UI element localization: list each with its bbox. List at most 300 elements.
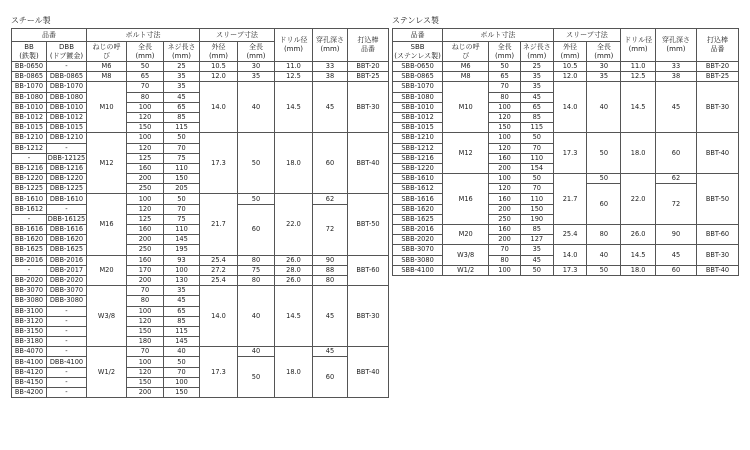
bb-code: BB-1070	[12, 82, 47, 92]
dbb-code: DBB-1610	[47, 194, 87, 204]
thread-length: 150	[520, 204, 553, 214]
s-hdr-sbb-sub: (ステンレス製)	[394, 51, 441, 60]
thread-length: 110	[520, 194, 553, 204]
bb-code: BB-2016	[12, 255, 47, 265]
dbb-code: DBB-16125	[47, 214, 86, 223]
dbb-code: -	[47, 316, 87, 326]
thread-length: 65	[164, 306, 200, 316]
thread-length: 115	[164, 123, 200, 133]
s-hdr-drill-unit: (mm)	[628, 45, 648, 53]
dbb-code: DBB-1220	[47, 174, 87, 184]
s-hdr-depth-unit: (mm)	[666, 45, 686, 53]
thread-length: 100	[164, 265, 200, 275]
dbb-code: DBB-2017	[47, 265, 87, 275]
thread-length: 45	[164, 92, 200, 102]
table-row	[12, 255, 389, 265]
table-row	[12, 82, 389, 92]
hdr-dbb	[47, 42, 87, 62]
dbb-code: DBB-1012	[47, 112, 87, 122]
thread-length: 50	[164, 133, 200, 143]
thread-length: 40	[164, 347, 200, 357]
hdr-nejinagasa-label: ネジ長さ	[167, 42, 196, 51]
sbb-code: SBB-1216	[393, 153, 443, 163]
bolt-length: 100	[127, 357, 164, 367]
drill-diameter: 26.0	[621, 225, 656, 245]
table-row	[12, 347, 389, 357]
bolt-length: 150	[489, 123, 521, 133]
bb-code: BB-3120	[12, 316, 47, 326]
bb-code: -	[12, 214, 47, 224]
hdr-neji-label: ねじの呼	[92, 42, 121, 51]
thread-length: 50	[164, 194, 200, 204]
sbb-code: SBB-0650	[393, 62, 443, 72]
thread-length: 45	[164, 296, 200, 306]
bb-code: BB-1616	[12, 225, 47, 235]
tool-code: BBT-30	[348, 286, 389, 347]
sleeve-diameter: 12.0	[200, 72, 238, 82]
stainless-block	[392, 16, 739, 276]
s-hdr-zencho-label: 全長	[497, 42, 512, 51]
dbb-code: DBB-1010	[47, 102, 87, 112]
drill-diameter: 26.0	[275, 255, 313, 265]
drill-depth: 45	[656, 82, 697, 133]
bb-code: BB-1010	[12, 102, 47, 112]
tool-code: BBT-40	[348, 133, 389, 194]
drill-depth: 38	[313, 72, 348, 82]
thread-length: 190	[520, 214, 553, 224]
bb-code: BB-1625	[12, 245, 47, 255]
bolt-length: 200	[489, 204, 521, 214]
drill-diameter: 26.0	[275, 275, 313, 285]
dbb-code: DBB-3070	[47, 286, 87, 296]
hdr-bolt: ボルト寸法	[87, 29, 200, 42]
dbb-code: -	[47, 306, 87, 316]
sbb-code: SBB-3070	[393, 245, 443, 255]
sleeve-diameter: 10.5	[553, 62, 587, 72]
drill-depth: 38	[656, 72, 697, 82]
bolt-length: 200	[489, 163, 521, 173]
sbb-code: SBB-0865	[393, 72, 443, 82]
table-row	[12, 265, 389, 275]
bb-code: BB-1225	[12, 184, 47, 194]
thread-length: 195	[164, 245, 200, 255]
sbb-code: SBB-2020	[393, 235, 443, 245]
bolt-length: 80	[489, 255, 521, 265]
bolt-length: 160	[489, 194, 521, 204]
thread-length: 85	[164, 316, 200, 326]
drill-diameter: 18.0	[275, 347, 313, 398]
sbb-code: SBB-3080	[393, 255, 443, 265]
s-hdr-depth-label: 穿孔深さ	[661, 36, 690, 44]
thread-size: M12	[443, 133, 489, 174]
drill-depth: 60	[656, 265, 697, 275]
bolt-length: 180	[127, 337, 164, 347]
drill-depth: 33	[656, 62, 697, 72]
s-hdr-sleeve: スリーブ寸法	[553, 29, 621, 42]
hdr-dbb-sub: (ドブ鍍金)	[49, 51, 84, 60]
stainless-title: ステンレス製	[392, 16, 439, 25]
steel-table	[11, 28, 389, 398]
tool-code: BBT-30	[696, 82, 738, 133]
bolt-length: 200	[127, 275, 164, 285]
bb-code: BB-2020	[12, 275, 47, 285]
sbb-code: SBB-1070	[393, 82, 443, 92]
hdr-tool-label2: 品番	[361, 45, 375, 53]
thread-length: 50	[520, 174, 553, 184]
thread-size: W3/8	[443, 245, 489, 265]
tool-code: BBT-25	[696, 72, 738, 82]
dbb-code: -	[47, 388, 87, 398]
bolt-length: 120	[489, 112, 521, 122]
bb-code: -	[12, 153, 47, 163]
bolt-length: 125	[127, 214, 164, 224]
thread-length: 35	[164, 286, 200, 296]
tool-code: BBT-20	[696, 62, 738, 72]
sbb-code: SBB-4100	[393, 265, 443, 275]
sbb-code: SBB-1012	[393, 112, 443, 122]
thread-size: M6	[443, 62, 489, 72]
thread-length: 127	[520, 235, 553, 245]
drill-diameter: 14.5	[275, 286, 313, 347]
thread-length: 50	[520, 265, 553, 275]
sleeve-length: 80	[238, 255, 275, 265]
bb-code: -	[12, 265, 47, 275]
hdr-neji-sub: び	[103, 51, 110, 60]
bb-code: BB-1012	[12, 112, 47, 122]
bb-code: BB-3180	[12, 337, 47, 347]
thread-size: M16	[443, 174, 489, 225]
dbb-code: DBB-2016	[47, 255, 87, 265]
sleeve-length: 50	[587, 174, 621, 184]
table-row	[393, 72, 739, 82]
bolt-length: 80	[127, 92, 164, 102]
bolt-length: 160	[127, 225, 164, 235]
hdr-zencho-label: 全長	[138, 42, 152, 51]
table-row	[393, 133, 739, 143]
drill-depth: 45	[313, 82, 348, 133]
hdr-drill	[275, 29, 313, 62]
sleeve-length: 75	[238, 265, 275, 275]
drill-diameter: 11.0	[621, 62, 656, 72]
thread-length: 70	[520, 143, 553, 153]
bb-code: BB-0865	[12, 72, 47, 82]
sbb-code: SBB-1010	[393, 102, 443, 112]
sbb-code: SBB-2016	[393, 225, 443, 235]
bb-code: BB-3070	[12, 286, 47, 296]
tool-code: BBT-30	[696, 245, 738, 265]
thread-length: 110	[164, 225, 200, 235]
bolt-length: 200	[127, 388, 164, 398]
bolt-length: 100	[489, 265, 521, 275]
drill-diameter: 14.5	[621, 82, 656, 133]
drill-diameter: 18.0	[275, 133, 313, 194]
hdr-bb-sub: (鉄製)	[19, 51, 39, 60]
thread-length: 70	[164, 204, 200, 214]
sleeve-length: 50	[238, 133, 275, 194]
bolt-length: 150	[127, 326, 164, 336]
bolt-length: 120	[127, 143, 164, 153]
thread-length: 145	[164, 337, 200, 347]
thread-length: 145	[164, 235, 200, 245]
drill-depth: 45	[313, 347, 348, 357]
sbb-code: SBB-1210	[393, 133, 443, 143]
dbb-code: -	[47, 337, 87, 347]
dbb-code: DBB-1015	[47, 123, 87, 133]
hdr-drill-label: ドリル径	[279, 36, 308, 44]
bb-code: BB-4200	[12, 388, 47, 398]
dbb-code: DBB-2020	[47, 275, 87, 285]
bb-code: BB-3080	[12, 296, 47, 306]
sbb-code: SBB-1620	[393, 204, 443, 214]
stainless-table	[392, 28, 739, 276]
s-hdr-nejinagasa-label: ネジ長さ	[522, 42, 551, 51]
thread-length: 45	[520, 255, 553, 265]
table-row	[393, 82, 739, 92]
drill-diameter: 14.5	[275, 82, 313, 133]
stainless-body	[393, 62, 739, 276]
dbb-code: -	[47, 377, 87, 387]
thread-length: 110	[520, 153, 553, 163]
hdr-zencho	[127, 42, 164, 62]
sleeve-length: 50	[587, 133, 621, 174]
drill-depth: 60	[656, 133, 697, 174]
table-row	[393, 265, 739, 275]
steel-header	[12, 29, 389, 62]
drill-depth: 45	[656, 245, 697, 265]
bb-code: BB-0650	[12, 62, 47, 72]
thread-length: 150	[164, 174, 200, 184]
drill-diameter: 12.5	[621, 72, 656, 82]
tool-code: BBT-40	[696, 265, 738, 275]
drill-diameter: 11.0	[275, 62, 313, 72]
bolt-length: 65	[127, 72, 164, 82]
bb-code: BB-1610	[12, 194, 47, 204]
tool-code: BBT-25	[348, 72, 389, 82]
thread-length: 115	[164, 326, 200, 336]
s-hdr-zencho	[489, 42, 521, 62]
sleeve-diameter: 25.4	[200, 275, 238, 285]
bolt-length: 70	[127, 347, 164, 357]
bb-code: BB-1216	[12, 163, 47, 173]
thread-size: W1/2	[87, 347, 127, 398]
hdr-gaikei	[200, 42, 238, 62]
drill-depth: 72	[313, 204, 348, 255]
hdr-bb-label: BB	[24, 42, 34, 51]
drill-diameter: 22.0	[275, 194, 313, 255]
bolt-length: 120	[127, 316, 164, 326]
hdr-zencho-unit: (mm)	[135, 51, 155, 60]
table-row	[12, 72, 389, 82]
s-hdr-neji	[443, 42, 489, 62]
bolt-length: 100	[489, 174, 521, 184]
drill-diameter: 18.0	[621, 265, 656, 275]
thread-length: 45	[520, 92, 553, 102]
thread-size: M20	[87, 255, 127, 286]
hdr-s-zencho-unit: (mm)	[246, 51, 266, 60]
bolt-length: 65	[489, 72, 521, 82]
drill-depth: 88	[313, 265, 348, 275]
tool-code: BBT-60	[348, 255, 389, 286]
bolt-length: 160	[489, 153, 521, 163]
sleeve-length: 50	[587, 265, 621, 275]
bolt-length: 100	[489, 102, 521, 112]
table-row	[12, 286, 389, 296]
dbb-code: DBB-1070	[47, 82, 87, 92]
thread-length: 25	[164, 62, 200, 72]
bolt-length: 70	[489, 82, 521, 92]
s-hdr-bolt: ボルト寸法	[443, 29, 554, 42]
sleeve-diameter: 17.3	[200, 347, 238, 398]
sleeve-diameter: 21.7	[200, 194, 238, 255]
thread-length: 130	[164, 275, 200, 285]
bolt-length: 120	[127, 112, 164, 122]
s-hdr-gaikei-label: 外径	[563, 42, 578, 51]
s-hdr-nejinagasa-unit: (mm)	[527, 51, 547, 60]
dbb-code: -	[47, 367, 87, 377]
tool-code: BBT-50	[348, 194, 389, 255]
thread-length: 150	[164, 388, 200, 398]
thread-length: 50	[520, 133, 553, 143]
sleeve-length: 40	[587, 245, 621, 265]
thread-size: W3/8	[87, 286, 127, 347]
bolt-length: 50	[127, 62, 164, 72]
table-row	[12, 194, 389, 204]
s-hdr-neji-sub: び	[462, 51, 470, 60]
table-row	[12, 62, 389, 72]
steel-block	[11, 16, 389, 398]
sleeve-diameter: 25.4	[200, 255, 238, 265]
sleeve-diameter: 14.0	[200, 82, 238, 133]
bb-code: BB-3100	[12, 306, 47, 316]
bolt-length: 100	[489, 133, 521, 143]
table-row	[393, 174, 739, 184]
drill-depth: 33	[313, 62, 348, 72]
thread-length: 35	[164, 72, 200, 82]
bolt-length: 125	[127, 153, 164, 163]
drill-depth: 90	[313, 255, 348, 265]
bb-code: BB-1080	[12, 92, 47, 102]
drill-diameter: 28.0	[275, 265, 313, 275]
bolt-length: 150	[127, 377, 164, 387]
dbb-code: -	[47, 62, 87, 72]
bb-code: BB-1212	[12, 143, 47, 153]
sbb-code: SBB-1610	[393, 174, 443, 184]
s-hdr-gaikei	[553, 42, 587, 62]
thread-length: 65	[164, 102, 200, 112]
thread-size: M16	[87, 194, 127, 255]
sleeve-length: 40	[238, 82, 275, 133]
sbb-code: SBB-1616	[393, 194, 443, 204]
s-hdr-neji-label: ねじの呼	[451, 42, 480, 51]
thread-size: W1/2	[443, 265, 489, 275]
sleeve-diameter: 27.2	[200, 265, 238, 275]
sleeve-diameter: 17.3	[553, 265, 587, 275]
s-hdr-nejinagasa	[520, 42, 553, 62]
hdr-nejinagasa-unit: (mm)	[171, 51, 192, 60]
thread-length: 70	[164, 367, 200, 377]
drill-diameter: 12.5	[275, 72, 313, 82]
thread-length: 25	[520, 62, 553, 72]
sleeve-length: 80	[587, 225, 621, 245]
tool-code: BBT-30	[348, 82, 389, 133]
drill-depth: 45	[313, 286, 348, 347]
thread-size: M6	[87, 62, 127, 72]
bolt-length: 80	[489, 92, 521, 102]
thread-length: 70	[164, 143, 200, 153]
bb-code: BB-4070	[12, 347, 47, 357]
s-hdr-s-zencho	[587, 42, 621, 62]
bb-code: BB-1620	[12, 235, 47, 245]
drill-diameter: 22.0	[621, 174, 656, 225]
thread-size: M10	[87, 82, 127, 133]
hdr-hinban: 品番	[12, 29, 87, 42]
s-hdr-gaikei-unit: (mm)	[560, 51, 580, 60]
drill-depth: 90	[656, 225, 697, 245]
tool-code: BBT-40	[348, 347, 389, 398]
sleeve-diameter: 21.7	[553, 174, 587, 225]
hdr-depth-label: 穿孔深さ	[316, 36, 344, 44]
thread-length: 115	[520, 123, 553, 133]
tool-code: BBT-40	[696, 133, 738, 174]
dbb-code: DBB-4100	[47, 357, 87, 367]
hdr-neji	[87, 42, 127, 62]
bolt-length: 160	[489, 225, 521, 235]
sbb-code: SBB-1015	[393, 123, 443, 133]
sleeve-diameter: 10.5	[200, 62, 238, 72]
dbb-code: -	[47, 204, 87, 214]
sleeve-diameter: 12.0	[553, 72, 587, 82]
sbb-code: SBB-1080	[393, 92, 443, 102]
sbb-code: SBB-1612	[393, 184, 443, 194]
bb-code: BB-4150	[12, 377, 47, 387]
thread-length: 35	[520, 245, 553, 255]
thread-length: 70	[520, 184, 553, 194]
dbb-code: DBB-0865	[47, 72, 87, 82]
table-row	[12, 275, 389, 285]
bolt-length: 120	[127, 367, 164, 377]
sbb-code: SBB-1212	[393, 143, 443, 153]
thread-length: 85	[520, 225, 553, 235]
sleeve-diameter: 14.0	[553, 82, 587, 133]
s-hdr-drill	[621, 29, 656, 62]
dbb-code: -	[47, 326, 87, 336]
sleeve-diameter: 14.0	[553, 245, 587, 265]
sleeve-length: 35	[238, 72, 275, 82]
bb-code: BB-4120	[12, 367, 47, 377]
sleeve-length: 30	[587, 62, 621, 72]
hdr-s-zencho-label: 全長	[249, 42, 263, 51]
bb-code: BB-4100	[12, 357, 47, 367]
hdr-gaikei-unit: (mm)	[208, 51, 229, 60]
sleeve-diameter: 25.4	[553, 225, 587, 245]
stainless-header	[393, 29, 739, 62]
steel-title: スチール製	[11, 16, 51, 25]
tool-code: BBT-60	[696, 225, 738, 245]
thread-length: 35	[520, 72, 553, 82]
bolt-length: 250	[127, 245, 164, 255]
drill-depth: 60	[313, 133, 348, 194]
tool-code: BBT-20	[348, 62, 389, 72]
sbb-code: SBB-1625	[393, 214, 443, 224]
sleeve-length: 80	[238, 275, 275, 285]
hdr-nejinagasa	[164, 42, 200, 62]
sleeve-length: 35	[587, 72, 621, 82]
bb-code: BB-1612	[12, 204, 47, 214]
table-row	[393, 245, 739, 255]
bolt-length: 160	[127, 255, 164, 265]
bolt-length: 80	[127, 296, 164, 306]
thread-length: 35	[164, 82, 200, 92]
